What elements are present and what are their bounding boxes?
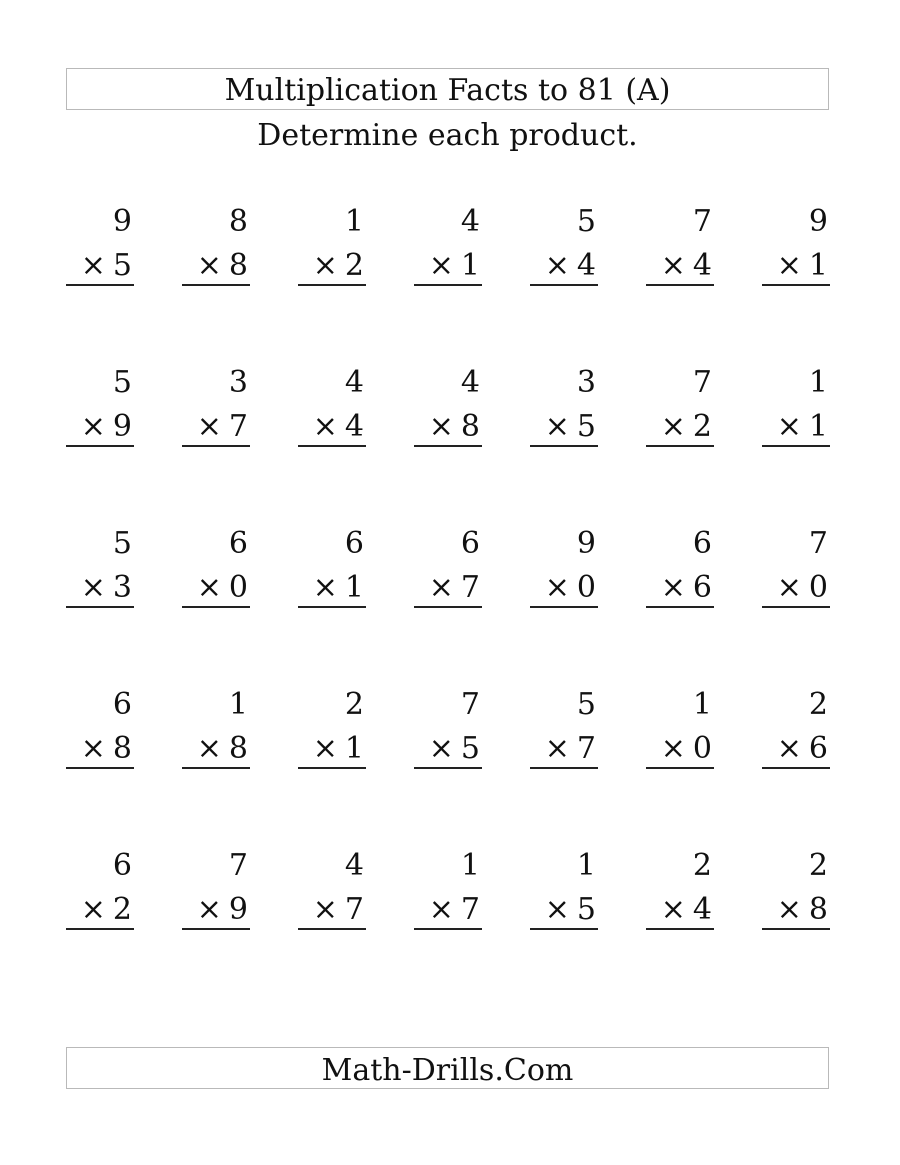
problem-r5-c7 [762,844,830,934]
worksheet-title: Multiplication Facts to 81 (A) [66,68,829,110]
multiply-sign: × [428,248,454,283]
multiplier-row [762,888,828,932]
multiplier-row [182,405,248,449]
multiplicand: 2 [344,687,364,722]
answer-line [646,445,714,447]
multiply-sign: × [776,248,802,283]
multiplicand: 6 [112,848,132,883]
multiplier-row [298,566,364,610]
answer-line [66,606,134,608]
problem-r3-c7 [762,522,830,612]
multiply-sign: × [660,248,686,283]
instructions-text: Determine each product. [257,118,638,153]
multiply-sign: × [776,570,802,605]
multiplier-row [646,727,712,771]
problem-r5-c6 [646,844,714,934]
multiplier: 0 [692,731,712,766]
multiplier-row [298,244,364,288]
multiplier-row [646,244,712,288]
answer-line [66,928,134,930]
answer-line [182,928,250,930]
answer-line [646,284,714,286]
multiplier-row [414,888,480,932]
answer-line [530,606,598,608]
multiplier: 2 [112,892,132,927]
problem-r3-c5 [530,522,598,612]
multiplicand: 7 [692,204,712,239]
multiplier: 8 [808,892,828,927]
answer-line [298,445,366,447]
multiplier: 7 [228,409,248,444]
multiplicand: 5 [112,365,132,400]
multiplicand: 6 [460,526,480,561]
multiplier: 9 [112,409,132,444]
multiplicand: 1 [344,204,364,239]
multiply-sign: × [80,892,106,927]
multiplier: 4 [576,248,596,283]
multiplier: 4 [692,248,712,283]
multiply-sign: × [196,409,222,444]
multiplier: 0 [576,570,596,605]
multiplicand: 7 [808,526,828,561]
multiplier-row [414,405,480,449]
multiplicand: 6 [228,526,248,561]
answer-line [298,767,366,769]
multiply-sign: × [80,248,106,283]
multiply-sign: × [660,570,686,605]
problem-r2-c5 [530,361,598,451]
multiplicand: 4 [460,365,480,400]
answer-line [762,284,830,286]
problem-r3-c2 [182,522,250,612]
multiply-sign: × [428,570,454,605]
multiply-sign: × [660,409,686,444]
multiplier-row [762,727,828,771]
answer-line [182,606,250,608]
multiplicand: 6 [112,687,132,722]
answer-line [414,606,482,608]
multiplier: 0 [228,570,248,605]
multiplier: 7 [460,892,480,927]
multiply-sign: × [544,892,570,927]
multiplier: 5 [112,248,132,283]
problem-r5-c2 [182,844,250,934]
multiplicand: 4 [344,365,364,400]
multiplier-row [182,244,248,288]
multiplier: 8 [228,248,248,283]
multiplier-row [646,405,712,449]
answer-line [298,284,366,286]
problem-r5-c3 [298,844,366,934]
multiply-sign: × [544,731,570,766]
problem-r4-c1 [66,683,134,773]
multiply-sign: × [544,248,570,283]
multiplicand: 9 [808,204,828,239]
answer-line [762,606,830,608]
answer-line [298,928,366,930]
problem-r1-c2 [182,200,250,290]
problem-r4-c5 [530,683,598,773]
answer-line [646,606,714,608]
multiply-sign: × [196,731,222,766]
multiplier-row [182,727,248,771]
problem-r1-c3 [298,200,366,290]
problem-r2-c7 [762,361,830,451]
multiplier-row [762,244,828,288]
multiply-sign: × [660,731,686,766]
answer-line [66,767,134,769]
problem-r3-c1 [66,522,134,612]
problem-r4-c3 [298,683,366,773]
multiply-sign: × [660,892,686,927]
multiplier-row [66,566,132,610]
multiplier-row [414,244,480,288]
multiply-sign: × [312,731,338,766]
problem-r2-c6 [646,361,714,451]
answer-line [530,445,598,447]
multiply-sign: × [312,570,338,605]
problem-r4-c7 [762,683,830,773]
multiplier-row [646,566,712,610]
multiplier: 7 [344,892,364,927]
multiplier: 8 [228,731,248,766]
multiply-sign: × [196,570,222,605]
multiplicand: 5 [576,204,596,239]
multiply-sign: × [196,248,222,283]
multiply-sign: × [428,409,454,444]
multiply-sign: × [196,892,222,927]
multiplier: 2 [692,409,712,444]
multiplier: 4 [692,892,712,927]
multiplicand: 5 [112,526,132,561]
answer-line [414,928,482,930]
answer-line [762,445,830,447]
problem-r3-c4 [414,522,482,612]
multiplicand: 4 [344,848,364,883]
multiplicand: 4 [460,204,480,239]
multiplicand: 9 [576,526,596,561]
multiplier: 7 [460,570,480,605]
multiplicand: 3 [228,365,248,400]
answer-line [762,767,830,769]
problem-r3-c6 [646,522,714,612]
problem-grid [66,200,830,940]
problem-r2-c4 [414,361,482,451]
answer-line [762,928,830,930]
footer-site-name: Math-Drills.Com [66,1047,829,1089]
answer-line [414,445,482,447]
multiply-sign: × [776,731,802,766]
multiply-sign: × [312,892,338,927]
multiplier: 2 [344,248,364,283]
multiplier: 6 [808,731,828,766]
multiplier: 1 [344,570,364,605]
multiplier: 1 [344,731,364,766]
multiply-sign: × [428,892,454,927]
multiplier: 6 [692,570,712,605]
multiplier: 8 [112,731,132,766]
problem-r1-c4 [414,200,482,290]
multiplicand: 3 [576,365,596,400]
problem-r2-c3 [298,361,366,451]
problem-r1-c6 [646,200,714,290]
multiplicand: 2 [692,848,712,883]
problem-r4-c2 [182,683,250,773]
answer-line [530,284,598,286]
multiplier: 5 [576,409,596,444]
problem-r5-c4 [414,844,482,934]
multiplier: 8 [460,409,480,444]
multiplier-row [66,244,132,288]
multiplier-row [182,566,248,610]
problem-r3-c3 [298,522,366,612]
multiplier: 3 [112,570,132,605]
answer-line [66,445,134,447]
multiplier: 1 [808,248,828,283]
problem-r1-c7 [762,200,830,290]
answer-line [530,928,598,930]
multiplier-row [530,727,596,771]
multiply-sign: × [312,248,338,283]
multiply-sign: × [544,409,570,444]
answer-line [182,445,250,447]
answer-line [66,284,134,286]
multiplicand: 7 [692,365,712,400]
answer-line [298,606,366,608]
multiply-sign: × [428,731,454,766]
multiplier: 0 [808,570,828,605]
multiplicand: 9 [112,204,132,239]
multiply-sign: × [312,409,338,444]
problem-r5-c5 [530,844,598,934]
multiplicand: 1 [808,365,828,400]
multiplicand: 6 [344,526,364,561]
problem-r4-c6 [646,683,714,773]
problem-r1-c5 [530,200,598,290]
multiplicand: 1 [576,848,596,883]
problem-r5-c1 [66,844,134,934]
multiplier-row [530,405,596,449]
answer-line [182,284,250,286]
multiplier-row [762,405,828,449]
multiplier-row [182,888,248,932]
multiplier-row [298,727,364,771]
multiplicand: 2 [808,848,828,883]
multiplier: 5 [460,731,480,766]
multiplier: 7 [576,731,596,766]
answer-line [414,767,482,769]
multiplier-row [66,405,132,449]
multiplicand: 1 [460,848,480,883]
multiplier: 9 [228,892,248,927]
multiplier-row [66,727,132,771]
multiply-sign: × [80,409,106,444]
multiply-sign: × [544,570,570,605]
multiplier-row [646,888,712,932]
answer-line [530,767,598,769]
answer-line [646,928,714,930]
multiplicand: 2 [808,687,828,722]
multiplicand: 1 [228,687,248,722]
multiplier: 5 [576,892,596,927]
multiplier-row [762,566,828,610]
multiply-sign: × [80,731,106,766]
multiplier-row [414,566,480,610]
multiplicand: 6 [692,526,712,561]
multiplier-row [530,244,596,288]
multiply-sign: × [80,570,106,605]
multiply-sign: × [776,892,802,927]
multiplier: 1 [460,248,480,283]
multiplier-row [298,405,364,449]
multiplier-row [530,566,596,610]
answer-line [646,767,714,769]
multiplier: 4 [344,409,364,444]
multiplier-row [530,888,596,932]
problem-r1-c1 [66,200,134,290]
multiply-sign: × [776,409,802,444]
multiplicand: 5 [576,687,596,722]
problem-r2-c1 [66,361,134,451]
multiplicand: 7 [228,848,248,883]
answer-line [414,284,482,286]
multiplicand: 7 [460,687,480,722]
multiplier-row [298,888,364,932]
answer-line [182,767,250,769]
problem-r2-c2 [182,361,250,451]
multiplier-row [414,727,480,771]
multiplier: 1 [808,409,828,444]
multiplicand: 8 [228,204,248,239]
problem-r4-c4 [414,683,482,773]
multiplicand: 1 [692,687,712,722]
multiplier-row [66,888,132,932]
